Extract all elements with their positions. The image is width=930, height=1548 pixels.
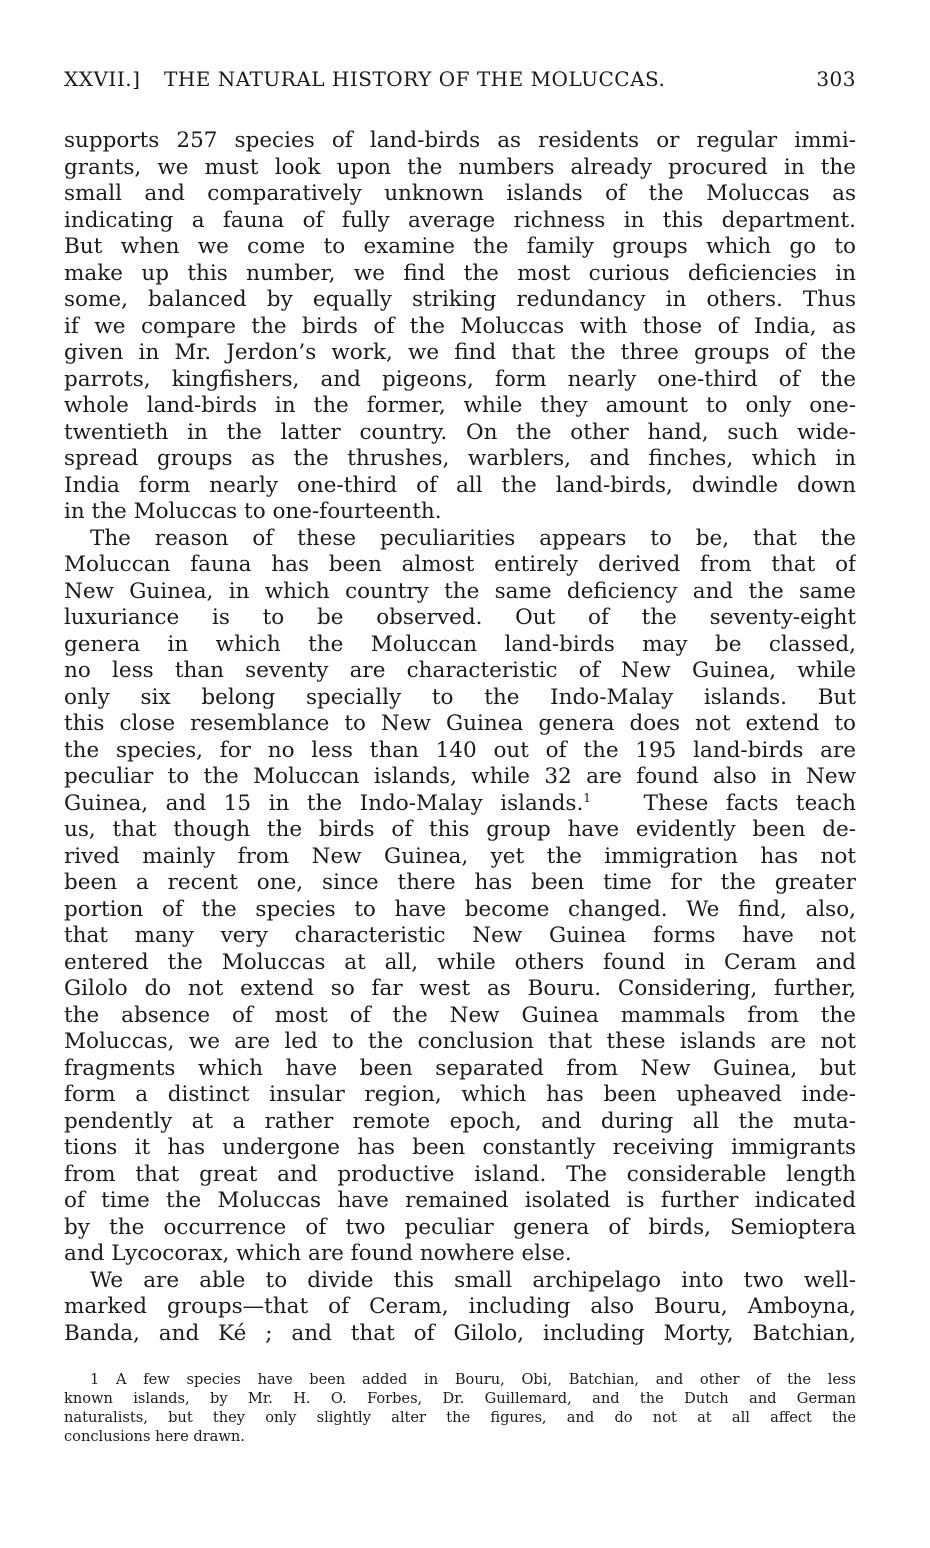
text-line: India form nearly one-third of all the land-birds, dwindle down <box>64 472 856 498</box>
text-line: fragments which have been separated from New Guinea, but <box>64 1055 856 1081</box>
text-line: this close resemblance to New Guinea genera does not extend to <box>64 711 856 736</box>
text-line: and Lycocorax, which are found nowhere else. <box>64 1241 572 1266</box>
text-line: some, balanced by equally striking redundancy in others. Thus <box>64 287 856 312</box>
text-line: Banda, and Ké ; and that of Gilolo, including Morty, Batchian, <box>64 1320 856 1346</box>
text-fragment: Guinea, and 15 in the Indo-Malay islands. <box>64 790 584 816</box>
body-text <box>64 128 856 1347</box>
text-line: But when we come to examine the family groups which go to <box>64 234 856 259</box>
text-line: The reason of these peculiarities appears to be, that the <box>90 525 856 551</box>
text-line: tions it has undergone has been constantly receiving immigrants <box>64 1135 856 1160</box>
text-line: the species, for no less than 140 out of the 195 land-birds are <box>64 737 856 763</box>
running-title: THE NATURAL HISTORY OF THE MOLUCCAS. <box>164 67 666 91</box>
text-line: us, that though the birds of this group have evidently been de- <box>64 817 856 842</box>
text-line: portion of the species to have become changed. We find, also, <box>64 896 856 922</box>
text-line: small and comparatively unknown islands of the Moluccas as <box>64 181 856 206</box>
text-line: genera in which the Moluccan land-birds may be classed, <box>64 631 856 657</box>
text-line: the absence of most of the New Guinea mammals from the <box>64 1002 856 1028</box>
footnote-number: 1 <box>90 1371 100 1388</box>
text-line: form a distinct insular region, which has been upheaved inde- <box>64 1082 856 1107</box>
text-line: from that great and productive island. The considerable length <box>64 1161 856 1187</box>
text-line: make up this number, we find the most curious deficiencies in <box>64 260 856 286</box>
text-line: rived mainly from New Guinea, yet the immigration has not <box>64 843 856 869</box>
text-line: if we compare the birds of the Moluccas with those of India, as <box>64 313 856 339</box>
text-line: by the occurrence of two peculiar genera of birds, Semioptera <box>64 1214 856 1240</box>
footnote <box>64 1370 856 1446</box>
text-line: in the Moluccas to one-fourteenth. <box>64 499 442 524</box>
text-line: been a recent one, since there has been time for the greater <box>64 870 856 895</box>
text-line: Moluccas, we are led to the conclusion that these islands are not <box>64 1029 856 1054</box>
text-line: spread groups as the thrushes, warblers, and finches, which in <box>64 446 856 471</box>
text-line: of time the Moluccas have remained isolated is further indicated <box>64 1188 856 1213</box>
text-line: Moluccan fauna has been almost entirely derived from that of <box>64 552 856 577</box>
text-line: We are able to divide this small archipelago into two well- <box>90 1267 856 1293</box>
text-line: no less than seventy are characteristic of New Guinea, while <box>64 658 856 683</box>
running-header <box>64 66 856 92</box>
text-line: parrots, kingfishers, and pigeons, form nearly one-third of the <box>64 366 856 392</box>
text-line: New Guinea, in which country the same deficiency and the same <box>64 578 856 604</box>
footnote-line: conclusions here drawn. <box>64 1428 245 1445</box>
text-line: entered the Moluccas at all, while others found in Ceram and <box>64 949 856 975</box>
text-line: marked groups—that of Ceram, including also Bouru, Amboyna, <box>64 1294 856 1319</box>
footnote-line: naturalists, but they only slightly alter the figures, and do not at all affect the <box>64 1409 856 1426</box>
text-line: pendently at a rather remote epoch, and during all the muta- <box>64 1108 856 1134</box>
text-line: supports 257 species of land-birds as residents or regular immi- <box>64 128 856 153</box>
text-line: given in Mr. Jerdon’s work, we find that the three groups of the <box>64 340 856 365</box>
text-line: luxuriance is to be observed. Out of the seventy-eight <box>64 605 856 630</box>
footnote-marker[interactable]: 1 <box>583 790 591 805</box>
text-fragment: These facts teach <box>643 790 856 816</box>
text-line: twentieth in the latter country. On the other hand, such wide- <box>64 419 856 445</box>
text-line: that many very characteristic New Guinea forms have not <box>64 923 856 948</box>
footnote-line: known islands, by Mr. H. O. Forbes, Dr. Guillemard, and the Dutch and German <box>64 1390 856 1407</box>
footnote-line <box>64 1370 856 1389</box>
text-line: whole land-birds in the former, while they amount to only one- <box>64 393 856 418</box>
text-line: only six belong specially to the Indo-Malay islands. But <box>64 684 856 710</box>
text-line: indicating a fauna of fully average richness in this department. <box>64 207 856 233</box>
text-line-with-footnote <box>64 791 856 818</box>
footnote-text: A few species have been added in Bouru, Obi, Batchian, and other of the less <box>116 1371 856 1388</box>
text-line: Gilolo do not extend so far west as Bouru. Considering, further, <box>64 976 856 1001</box>
chapter-number: XXVII.] <box>64 67 141 91</box>
page-number: 303 <box>816 67 856 91</box>
text-line: grants, we must look upon the numbers already procured in the <box>64 154 856 180</box>
text-line: peculiar to the Moluccan islands, while 32 are found also in New <box>64 764 856 789</box>
